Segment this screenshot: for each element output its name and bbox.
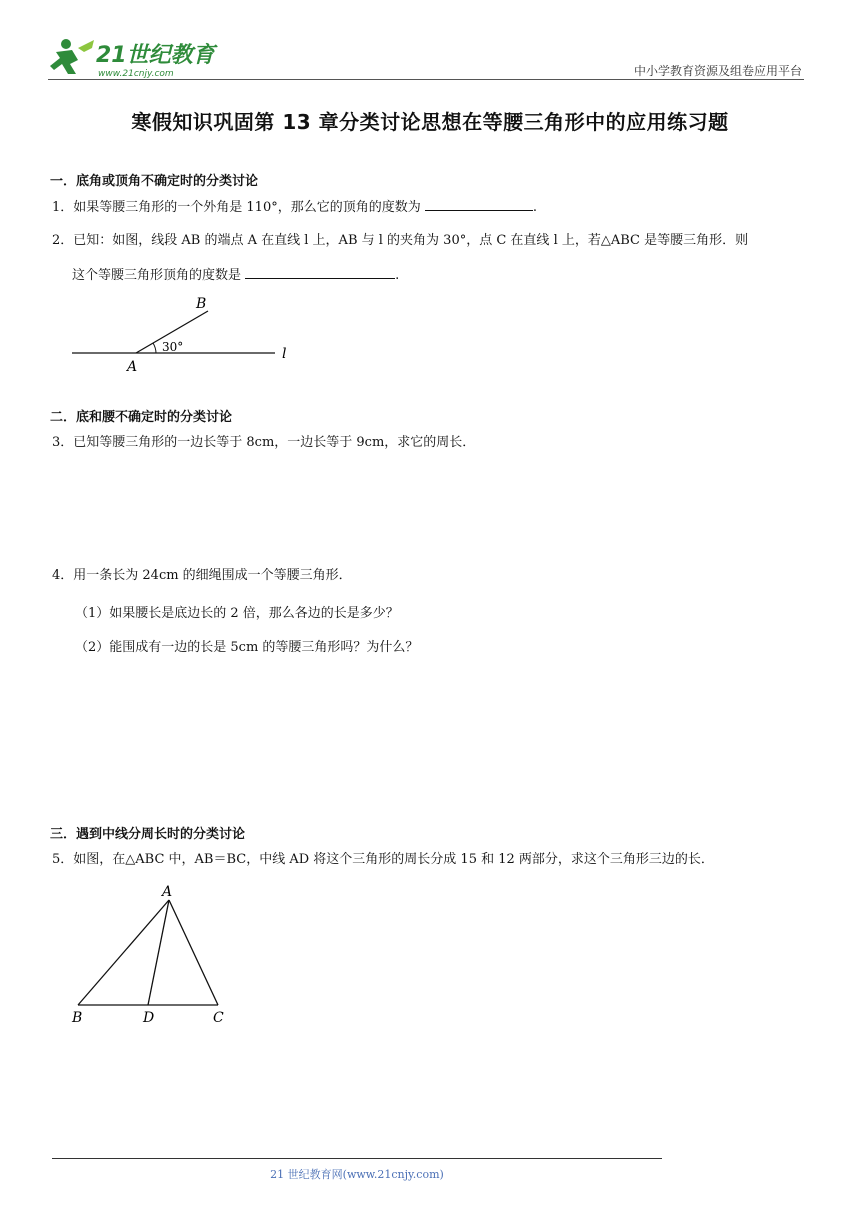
- figure-angle: [70, 292, 300, 378]
- svg-text:www.21cnjy.com: www.21cnjy.com: [98, 69, 174, 79]
- angle-label: 30°: [162, 340, 184, 354]
- question-4-part-2: （2）能围成有一边的长是 5cm 的等腰三角形吗？为什么？: [75, 640, 419, 655]
- angle-arc: [153, 343, 156, 353]
- header-platform-text: 中小学教育资源及组卷应用平台: [633, 64, 802, 78]
- label-a: A: [127, 359, 138, 374]
- answer-blank-2[interactable]: [245, 266, 395, 279]
- question-1-text: 1．如果等腰三角形的一个外角是 110°，那么它的顶角的度数为: [52, 200, 421, 215]
- logo: [48, 30, 228, 82]
- label-l: l: [282, 346, 287, 362]
- median-ad: [148, 900, 169, 1005]
- question-3: 3．已知等腰三角形的一边长等于 8cm，一边长等于 9cm，求它的周长．: [52, 435, 476, 450]
- label-b: B: [196, 296, 207, 312]
- question-4-part-1: （1）如果腰长是底边长的 2 倍，那么各边的长是多少？: [75, 606, 399, 621]
- side-ab: [78, 900, 169, 1005]
- answer-blank-1[interactable]: [425, 198, 533, 211]
- footer-divider: [52, 1158, 662, 1159]
- question-5: 5．如图，在△ABC 中，AB＝BC，中线 AD 将这个三角形的周长分成 15 和 12 两部分，求这个三角形三边的长．: [52, 852, 714, 867]
- side-ac: [169, 900, 218, 1005]
- section-heading-3: 三．遇到中线分周长时的分类讨论: [50, 827, 246, 842]
- svg-text:21世纪教育: 21世纪教育: [96, 43, 215, 68]
- vertex-label-c: C: [213, 1010, 224, 1026]
- section-heading-2: 二．底和腰不确定时的分类讨论: [50, 410, 233, 425]
- question-1: 1．如果等腰三角形的一个外角是 110°，那么它的顶角的度数为 .: [52, 200, 537, 215]
- page-title: 寒假知识巩固第 13 章分类讨论思想在等腰三角形中的应用练习题: [131, 110, 729, 134]
- vertex-label-a: A: [162, 884, 173, 900]
- vertex-label-b: B: [72, 1010, 83, 1026]
- header-divider: [48, 79, 804, 80]
- section-heading-1: 一．底角或顶角不确定时的分类讨论: [50, 174, 259, 189]
- question-2-line-2: 这个等腰三角形顶角的度数是 .: [72, 268, 400, 283]
- question-2-line-1: 2．已知：如图，线段 AB 的端点 A 在直线 l 上，AB 与 l 的夹角为 30°，点 C 在直线 l 上，若△ABC 是等腰三角形．则: [52, 233, 749, 248]
- figure-triangle: [66, 880, 236, 1034]
- point-label-d: D: [143, 1010, 155, 1026]
- footer-link[interactable]: 21 世纪教育网(www.21cnjy.com): [270, 1168, 444, 1181]
- logo-graphic: [48, 30, 228, 82]
- question-4: 4．用一条长为 24cm 的细绳围成一个等腰三角形．: [52, 568, 352, 583]
